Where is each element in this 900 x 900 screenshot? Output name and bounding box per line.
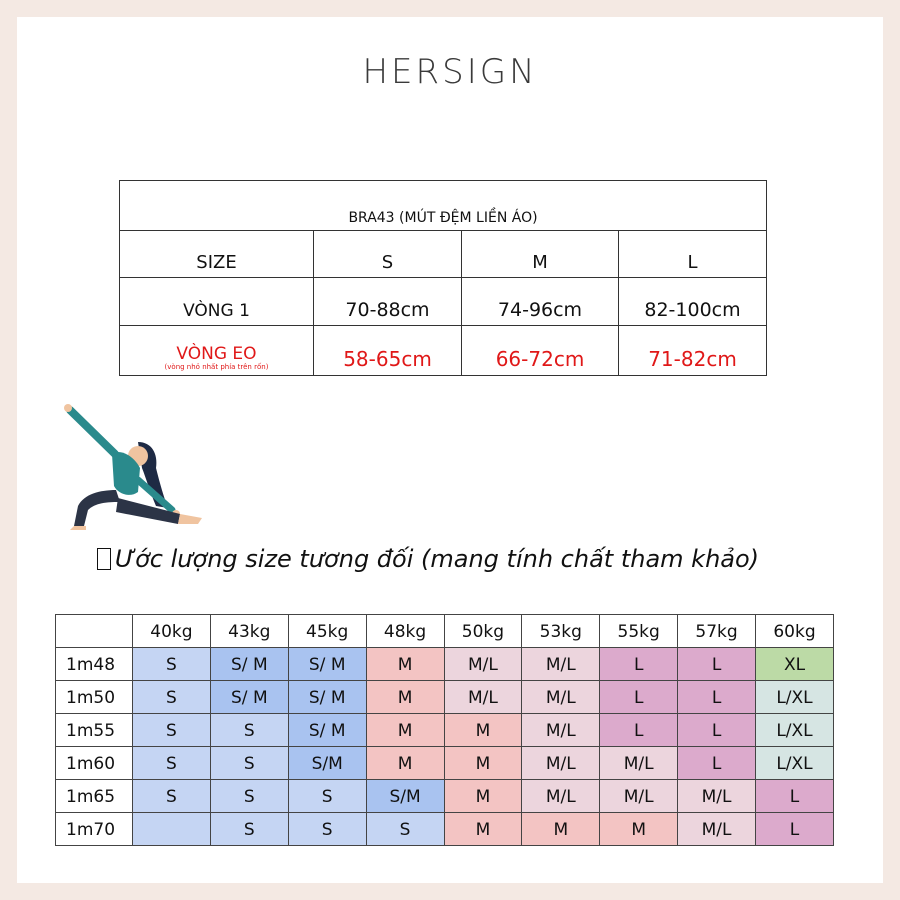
weight-header: 57kg	[678, 615, 756, 648]
size-cell: S/M	[366, 780, 444, 813]
size-cell: M/L	[522, 780, 600, 813]
weight-header: 50kg	[444, 615, 522, 648]
size-cell: S/ M	[288, 681, 366, 714]
size-cell: L	[678, 648, 756, 681]
estimate-caption	[97, 545, 817, 573]
size-cell: S	[288, 813, 366, 846]
size-cell: M	[366, 714, 444, 747]
size-cell: M	[366, 648, 444, 681]
caption-text: Ước lượng size tương đối (mang tính chất tham khảo)	[115, 545, 760, 573]
size-cell: S	[210, 714, 288, 747]
bust-l: 82-100cm	[619, 278, 767, 326]
corner-cell	[56, 615, 133, 648]
size-header-m: M	[462, 231, 619, 278]
size-cell: M	[366, 747, 444, 780]
waist-m: 66-72cm	[462, 326, 619, 376]
size-cell	[133, 813, 211, 846]
size-cell: L	[756, 813, 834, 846]
size-table-title: BRA43 (MÚT ĐỆM LIỀN ÁO)	[120, 181, 767, 231]
size-header-s: S	[314, 231, 462, 278]
waist-note: (vòng nhỏ nhất phía trên rốn)	[164, 362, 269, 371]
waist-l: 71-82cm	[619, 326, 767, 376]
table-row	[56, 813, 834, 846]
size-cell: S/ M	[210, 648, 288, 681]
size-cell: L	[678, 681, 756, 714]
height-label: 1m55	[56, 714, 133, 747]
height-label: 1m70	[56, 813, 133, 846]
size-cell: M/L	[522, 714, 600, 747]
weight-header: 40kg	[133, 615, 211, 648]
size-cell: L	[600, 681, 678, 714]
waist-s: 58-65cm	[314, 326, 462, 376]
size-cell: M/L	[678, 780, 756, 813]
table-row	[56, 747, 834, 780]
yoga-woman-illustration	[60, 402, 210, 532]
size-estimate-grid	[55, 614, 834, 846]
size-cell: L	[678, 714, 756, 747]
size-cell: S	[288, 780, 366, 813]
weight-header: 43kg	[210, 615, 288, 648]
weight-header: 45kg	[288, 615, 366, 648]
bust-m: 74-96cm	[462, 278, 619, 326]
size-cell: S	[366, 813, 444, 846]
height-label: 1m65	[56, 780, 133, 813]
size-cell: M/L	[522, 648, 600, 681]
size-cell: L/XL	[756, 747, 834, 780]
size-cell: S/ M	[288, 714, 366, 747]
size-cell: S	[210, 747, 288, 780]
weight-header-row	[56, 615, 834, 648]
size-cell: M/L	[522, 681, 600, 714]
size-cell: M/L	[522, 747, 600, 780]
size-cell: M	[522, 813, 600, 846]
size-cell: M/L	[678, 813, 756, 846]
size-cell: L/XL	[756, 681, 834, 714]
size-cell: L/XL	[756, 714, 834, 747]
weight-header: 55kg	[600, 615, 678, 648]
weight-header: 60kg	[756, 615, 834, 648]
weight-header: 48kg	[366, 615, 444, 648]
size-cell: M/L	[600, 780, 678, 813]
size-cell: M	[444, 780, 522, 813]
size-cell: S	[133, 714, 211, 747]
table-row	[56, 648, 834, 681]
table-row	[56, 714, 834, 747]
size-cell: S	[133, 780, 211, 813]
row-label-bust: VÒNG 1	[120, 278, 314, 326]
size-cell: S/ M	[210, 681, 288, 714]
size-cell: L	[600, 714, 678, 747]
height-label: 1m48	[56, 648, 133, 681]
estimate-body	[56, 648, 834, 846]
size-cell: S	[133, 681, 211, 714]
size-cell: M/L	[444, 648, 522, 681]
table-row	[56, 780, 834, 813]
size-cell: S	[210, 780, 288, 813]
size-cell: L	[756, 780, 834, 813]
size-header-label: SIZE	[120, 231, 314, 278]
size-header-l: L	[619, 231, 767, 278]
size-cell: S	[133, 747, 211, 780]
size-cell: M	[444, 747, 522, 780]
missing-glyph-box	[97, 548, 111, 570]
size-cell: M	[600, 813, 678, 846]
row-label-waist	[120, 326, 314, 376]
table-row	[56, 681, 834, 714]
size-cell: S/M	[288, 747, 366, 780]
size-cell: L	[600, 648, 678, 681]
size-table	[119, 180, 767, 376]
weight-header: 53kg	[522, 615, 600, 648]
size-cell: M	[444, 813, 522, 846]
size-cell: M/L	[444, 681, 522, 714]
bust-s: 70-88cm	[314, 278, 462, 326]
size-cell: XL	[756, 648, 834, 681]
brand-logo: HERSIGN	[362, 52, 538, 92]
size-cell: M/L	[600, 747, 678, 780]
waist-label: VÒNG EO	[176, 343, 257, 364]
size-cell: M	[366, 681, 444, 714]
size-cell: L	[678, 747, 756, 780]
height-label: 1m60	[56, 747, 133, 780]
size-cell: S	[210, 813, 288, 846]
height-label: 1m50	[56, 681, 133, 714]
size-cell: S	[133, 648, 211, 681]
size-cell: S/ M	[288, 648, 366, 681]
size-cell: M	[444, 714, 522, 747]
